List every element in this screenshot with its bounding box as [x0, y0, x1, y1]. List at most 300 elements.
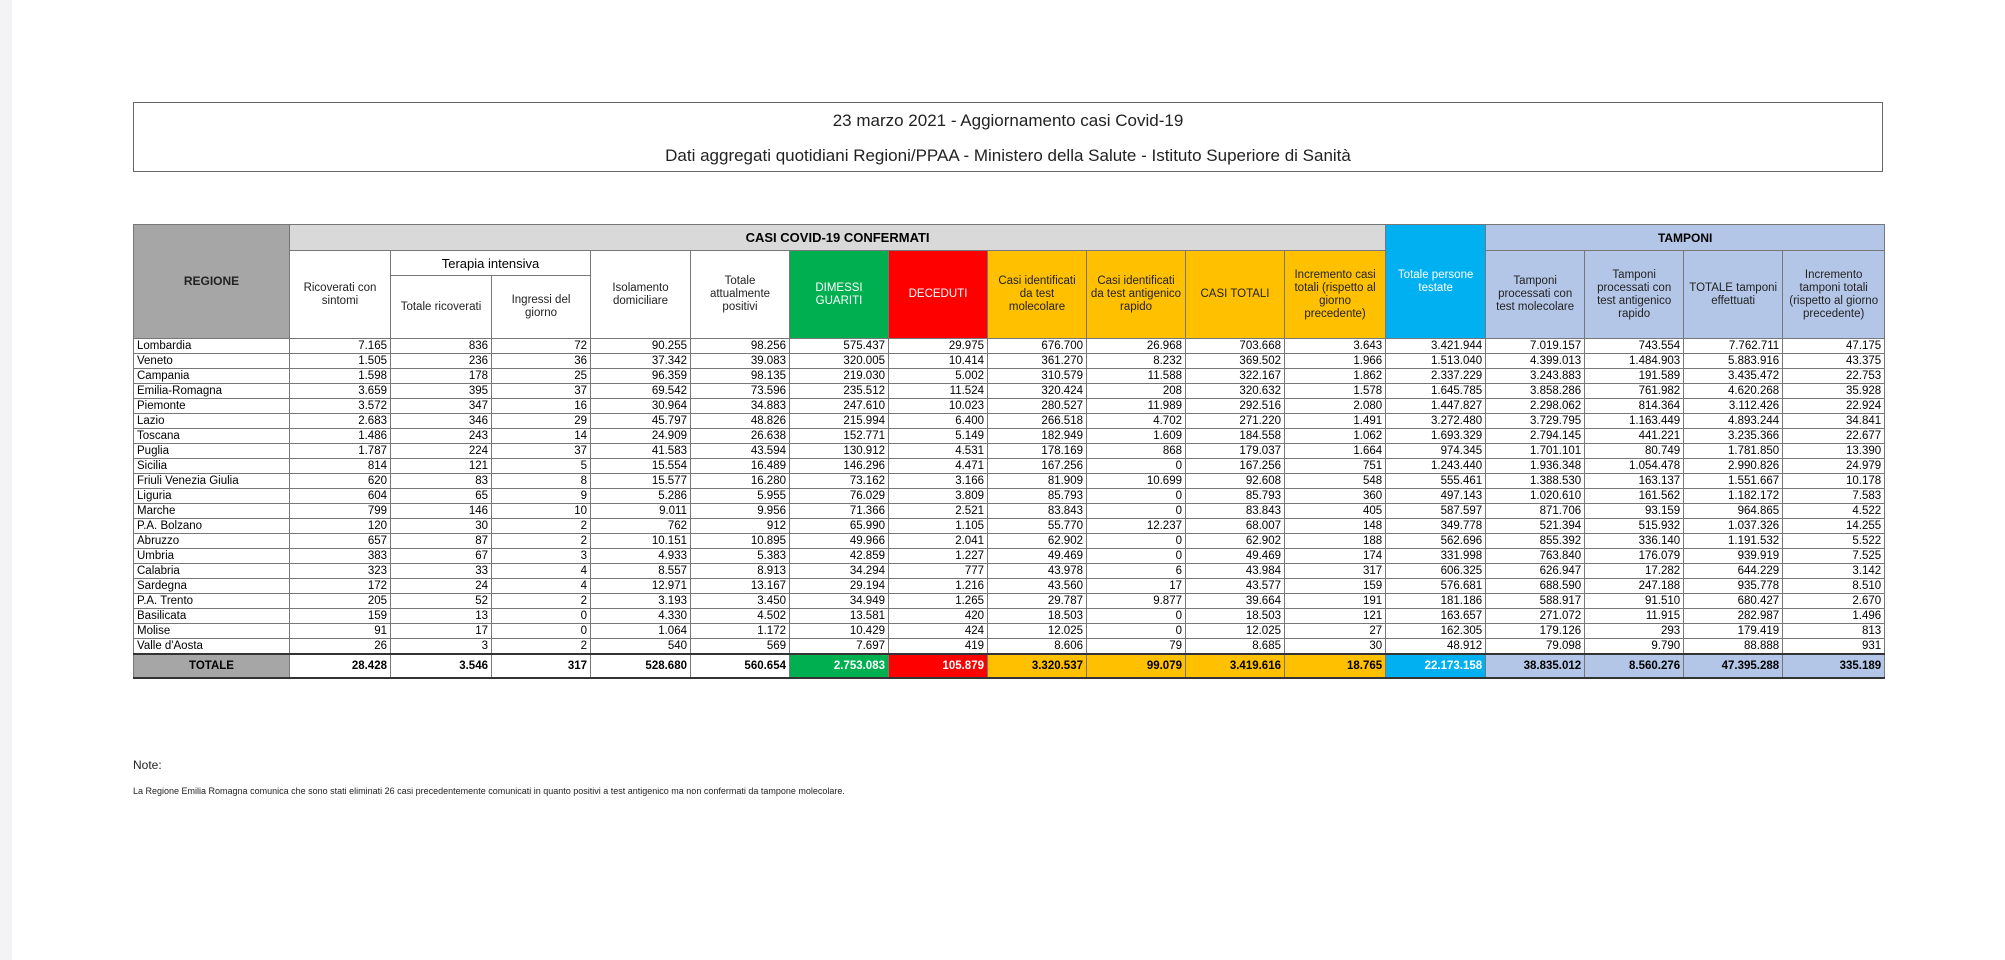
cell-value: 179.126 [1486, 624, 1585, 639]
cell-value: 191 [1285, 594, 1386, 609]
cell-value: 3 [391, 639, 492, 655]
total-value: 47.395.288 [1684, 654, 1783, 678]
cell-value: 395 [391, 384, 492, 399]
cell-value: 1.054.478 [1585, 459, 1684, 474]
cell-value: 8 [492, 474, 591, 489]
cell-value: 5.149 [889, 429, 988, 444]
table-row [134, 414, 1885, 429]
cell-value: 43.984 [1186, 564, 1285, 579]
note-body: La Regione Emilia Romagna comunica che sono stati eliminati 26 casi precedentemente comunicati in quanto positivi a test antigenico ma non confermati da tampone molecolare. [133, 786, 845, 796]
group-tamponi: TAMPONI [1486, 225, 1885, 251]
col-totale-positivi: Totale attualmente positivi [691, 251, 790, 339]
cell-value: 88.888 [1684, 639, 1783, 655]
total-value: 560.654 [691, 654, 790, 678]
cell-value: 130.912 [790, 444, 889, 459]
cell-value: 282.987 [1684, 609, 1783, 624]
cell-value: 30 [1285, 639, 1386, 655]
cell-value: 48.912 [1386, 639, 1486, 655]
cell-value: 361.270 [988, 354, 1087, 369]
cell-value: 1.216 [889, 579, 988, 594]
cell-value: 1.163.449 [1585, 414, 1684, 429]
total-value: 105.879 [889, 654, 988, 678]
cell-value: 5 [492, 459, 591, 474]
cell-value: 13 [391, 609, 492, 624]
cell-value: 163.137 [1585, 474, 1684, 489]
cell-value: 4.531 [889, 444, 988, 459]
cell-value: 349.778 [1386, 519, 1486, 534]
cell-value: 34.883 [691, 399, 790, 414]
region-name: Valle d'Aosta [134, 639, 290, 655]
cell-value: 69.542 [591, 384, 691, 399]
cell-value: 836 [391, 339, 492, 354]
cell-value: 548 [1285, 474, 1386, 489]
cell-value: 34.949 [790, 594, 889, 609]
cell-value: 1.388.530 [1486, 474, 1585, 489]
table-row [134, 639, 1885, 655]
cell-value: 1.486 [290, 429, 391, 444]
cell-value: 208 [1087, 384, 1186, 399]
cell-value: 0 [1087, 549, 1186, 564]
cell-value: 5.883.916 [1684, 354, 1783, 369]
cell-value: 91 [290, 624, 391, 639]
cell-value: 55.770 [988, 519, 1087, 534]
cell-value: 96.359 [591, 369, 691, 384]
cell-value: 146.296 [790, 459, 889, 474]
cell-value: 10 [492, 504, 591, 519]
cell-value: 1.701.101 [1486, 444, 1585, 459]
cell-value: 67 [391, 549, 492, 564]
cell-value: 37 [492, 384, 591, 399]
cell-value: 2.041 [889, 534, 988, 549]
table-row [134, 519, 1885, 534]
total-value: 317 [492, 654, 591, 678]
cell-value: 688.590 [1486, 579, 1585, 594]
cell-value: 43.577 [1186, 579, 1285, 594]
total-value: 3.546 [391, 654, 492, 678]
cell-value: 2 [492, 519, 591, 534]
col-ti-ingressi: Ingressi del giorno [492, 276, 591, 339]
group-header-row [134, 225, 1885, 251]
region-name: Liguria [134, 489, 290, 504]
cell-value: 1.484.903 [1585, 354, 1684, 369]
cell-value: 1.182.172 [1684, 489, 1783, 504]
cell-value: 146 [391, 504, 492, 519]
cell-value: 4.502 [691, 609, 790, 624]
cell-value: 13.167 [691, 579, 790, 594]
col-ricoverati: Ricoverati con sintomi [290, 251, 391, 339]
cell-value: 12.971 [591, 579, 691, 594]
cell-value: 4.330 [591, 609, 691, 624]
region-name: Lombardia [134, 339, 290, 354]
cell-value: 336.140 [1585, 534, 1684, 549]
cell-value: 83.843 [988, 504, 1087, 519]
cell-value: 320.632 [1186, 384, 1285, 399]
cell-value: 813 [1783, 624, 1885, 639]
cell-value: 974.345 [1386, 444, 1486, 459]
cell-value: 871.706 [1486, 504, 1585, 519]
cell-value: 205 [290, 594, 391, 609]
cell-value: 219.030 [790, 369, 889, 384]
cell-value: 29.975 [889, 339, 988, 354]
cell-value: 15.577 [591, 474, 691, 489]
cell-value: 22.753 [1783, 369, 1885, 384]
cell-value: 178.169 [988, 444, 1087, 459]
cell-value: 346 [391, 414, 492, 429]
cell-value: 52 [391, 594, 492, 609]
cell-value: 80.749 [1585, 444, 1684, 459]
cell-value: 540 [591, 639, 691, 655]
cell-value: 317 [1285, 564, 1386, 579]
total-value: 335.189 [1783, 654, 1885, 678]
cell-value: 0 [1087, 459, 1186, 474]
cell-value: 2.794.145 [1486, 429, 1585, 444]
page-margin [0, 0, 12, 960]
col-persone-testate: Totale persone testate [1386, 225, 1486, 339]
cell-value: 73.596 [691, 384, 790, 399]
cell-value: 16.280 [691, 474, 790, 489]
cell-value: 16.489 [691, 459, 790, 474]
cell-value: 762 [591, 519, 691, 534]
cell-value: 761.982 [1585, 384, 1684, 399]
cell-value: 9 [492, 489, 591, 504]
cell-value: 2.080 [1285, 399, 1386, 414]
cell-value: 7.165 [290, 339, 391, 354]
cell-value: 3.659 [290, 384, 391, 399]
cell-value: 1.447.827 [1386, 399, 1486, 414]
cell-value: 71.366 [790, 504, 889, 519]
cell-value: 92.608 [1186, 474, 1285, 489]
region-name: Puglia [134, 444, 290, 459]
cell-value: 163.657 [1386, 609, 1486, 624]
cell-value: 0 [1087, 624, 1186, 639]
cell-value: 799 [290, 504, 391, 519]
cell-value: 1.020.610 [1486, 489, 1585, 504]
cell-value: 1.505 [290, 354, 391, 369]
cell-value: 1.172 [691, 624, 790, 639]
cell-value: 34.294 [790, 564, 889, 579]
cell-value: 575.437 [790, 339, 889, 354]
cell-value: 10.414 [889, 354, 988, 369]
region-name: Sicilia [134, 459, 290, 474]
col-tamponi-totale: TOTALE tamponi effettuati [1684, 251, 1783, 339]
cell-value: 3.421.944 [1386, 339, 1486, 354]
table-row [134, 339, 1885, 354]
cell-value: 39.083 [691, 354, 790, 369]
table-row [134, 444, 1885, 459]
cell-value: 43.375 [1783, 354, 1885, 369]
cell-value: 11.588 [1087, 369, 1186, 384]
cell-value: 18.503 [1186, 609, 1285, 624]
cell-value: 12.237 [1087, 519, 1186, 534]
region-name: Sardegna [134, 579, 290, 594]
cell-value: 167.256 [988, 459, 1087, 474]
cell-value: 814.364 [1585, 399, 1684, 414]
cell-value: 3.858.286 [1486, 384, 1585, 399]
cell-value: 280.527 [988, 399, 1087, 414]
cell-value: 41.583 [591, 444, 691, 459]
cell-value: 626.947 [1486, 564, 1585, 579]
table-row [134, 609, 1885, 624]
total-value: 8.560.276 [1585, 654, 1684, 678]
cell-value: 1.645.785 [1386, 384, 1486, 399]
cell-value: 310.579 [988, 369, 1087, 384]
total-value: 38.835.012 [1486, 654, 1585, 678]
cell-value: 369.502 [1186, 354, 1285, 369]
cell-value: 27 [1285, 624, 1386, 639]
cell-value: 7.583 [1783, 489, 1885, 504]
cell-value: 176.079 [1585, 549, 1684, 564]
cell-value: 5.286 [591, 489, 691, 504]
cell-value: 159 [1285, 579, 1386, 594]
cell-value: 167.256 [1186, 459, 1285, 474]
col-casi-molecolare: Casi identificati da test molecolare [988, 251, 1087, 339]
cell-value: 1.551.667 [1684, 474, 1783, 489]
cell-value: 243 [391, 429, 492, 444]
total-value: 28.428 [290, 654, 391, 678]
cell-value: 1.105 [889, 519, 988, 534]
cell-value: 33 [391, 564, 492, 579]
cell-value: 383 [290, 549, 391, 564]
region-name: Molise [134, 624, 290, 639]
cell-value: 347 [391, 399, 492, 414]
cell-value: 562.696 [1386, 534, 1486, 549]
table-row [134, 489, 1885, 504]
total-label: TOTALE [134, 654, 290, 678]
note-title: Note: [133, 758, 162, 772]
cell-value: 4.522 [1783, 504, 1885, 519]
cell-value: 606.325 [1386, 564, 1486, 579]
region-name: Abruzzo [134, 534, 290, 549]
cell-value: 1.265 [889, 594, 988, 609]
cell-value: 17 [391, 624, 492, 639]
cell-value: 4.620.268 [1684, 384, 1783, 399]
cell-value: 11.524 [889, 384, 988, 399]
table-row [134, 474, 1885, 489]
region-name: Lazio [134, 414, 290, 429]
cell-value: 2 [492, 594, 591, 609]
cell-value: 90.255 [591, 339, 691, 354]
cell-value: 22.677 [1783, 429, 1885, 444]
cell-value: 266.518 [988, 414, 1087, 429]
cell-value: 29.787 [988, 594, 1087, 609]
cell-value: 271.220 [1186, 414, 1285, 429]
total-value: 99.079 [1087, 654, 1186, 678]
cell-value: 7.525 [1783, 549, 1885, 564]
region-name: Veneto [134, 354, 290, 369]
cell-value: 49.469 [988, 549, 1087, 564]
cell-value: 1.781.850 [1684, 444, 1783, 459]
cell-value: 98.256 [691, 339, 790, 354]
cell-value: 29 [492, 414, 591, 429]
cell-value: 2 [492, 534, 591, 549]
region-name: Calabria [134, 564, 290, 579]
cell-value: 763.840 [1486, 549, 1585, 564]
table-row [134, 429, 1885, 444]
cell-value: 7.019.157 [1486, 339, 1585, 354]
table-row [134, 549, 1885, 564]
cell-value: 9.956 [691, 504, 790, 519]
col-deceduti: DECEDUTI [889, 251, 988, 339]
cell-value: 182.949 [988, 429, 1087, 444]
cell-value: 935.778 [1684, 579, 1783, 594]
cell-value: 3.142 [1783, 564, 1885, 579]
table-row [134, 384, 1885, 399]
cell-value: 65 [391, 489, 492, 504]
cell-value: 1.936.348 [1486, 459, 1585, 474]
cell-value: 420 [889, 609, 988, 624]
cell-value: 2.683 [290, 414, 391, 429]
cell-value: 10.895 [691, 534, 790, 549]
cell-value: 4.471 [889, 459, 988, 474]
cell-value: 47.175 [1783, 339, 1885, 354]
cell-value: 7.697 [790, 639, 889, 655]
cell-value: 644.229 [1684, 564, 1783, 579]
cell-value: 9.790 [1585, 639, 1684, 655]
cell-value: 10.429 [790, 624, 889, 639]
cell-value: 5.522 [1783, 534, 1885, 549]
region-name: Umbria [134, 549, 290, 564]
cell-value: 120 [290, 519, 391, 534]
cell-value: 8.232 [1087, 354, 1186, 369]
cell-value: 35.928 [1783, 384, 1885, 399]
cell-value: 24.909 [591, 429, 691, 444]
region-name: Piemonte [134, 399, 290, 414]
cell-value: 1.862 [1285, 369, 1386, 384]
cell-value: 24.979 [1783, 459, 1885, 474]
cell-value: 76.029 [790, 489, 889, 504]
total-value: 3.320.537 [988, 654, 1087, 678]
cell-value: 868 [1087, 444, 1186, 459]
region-name: Basilicata [134, 609, 290, 624]
cell-value: 191.589 [1585, 369, 1684, 384]
cell-value: 10.023 [889, 399, 988, 414]
cell-value: 49.966 [790, 534, 889, 549]
cell-value: 8.510 [1783, 579, 1885, 594]
cell-value: 0 [1087, 609, 1186, 624]
cell-value: 657 [290, 534, 391, 549]
cell-value: 912 [691, 519, 790, 534]
table-row [134, 624, 1885, 639]
cell-value: 2.670 [1783, 594, 1885, 609]
cell-value: 93.159 [1585, 504, 1684, 519]
cell-value: 1.966 [1285, 354, 1386, 369]
col-tamponi-antigenico: Tamponi processati con test antigenico rapido [1585, 251, 1684, 339]
col-incremento-casi: Incremento casi totali (rispetto al giorno precedente) [1285, 251, 1386, 339]
cell-value: 17 [1087, 579, 1186, 594]
cell-value: 3.809 [889, 489, 988, 504]
cell-value: 323 [290, 564, 391, 579]
cell-value: 65.990 [790, 519, 889, 534]
cell-value: 0 [1087, 489, 1186, 504]
cell-value: 777 [889, 564, 988, 579]
cell-value: 62.902 [1186, 534, 1285, 549]
cell-value: 4.702 [1087, 414, 1186, 429]
col-tamponi-molecolare: Tamponi processati con test molecolare [1486, 251, 1585, 339]
cell-value: 43.560 [988, 579, 1087, 594]
cell-value: 3.243.883 [1486, 369, 1585, 384]
cell-value: 179.037 [1186, 444, 1285, 459]
col-incremento-tamponi: Incremento tamponi totali (rispetto al giorno precedente) [1783, 251, 1885, 339]
col-dimessi: DIMESSI GUARITI [790, 251, 889, 339]
cell-value: 405 [1285, 504, 1386, 519]
table-row [134, 399, 1885, 414]
cell-value: 2 [492, 639, 591, 655]
region-name: P.A. Bolzano [134, 519, 290, 534]
cell-value: 1.496 [1783, 609, 1885, 624]
cell-value: 569 [691, 639, 790, 655]
cell-value: 26 [290, 639, 391, 655]
cell-value: 12.025 [1186, 624, 1285, 639]
region-name: Emilia-Romagna [134, 384, 290, 399]
cell-value: 11.915 [1585, 609, 1684, 624]
cell-value: 424 [889, 624, 988, 639]
cell-value: 293 [1585, 624, 1684, 639]
cell-value: 83 [391, 474, 492, 489]
cell-value: 703.668 [1186, 339, 1285, 354]
cell-value: 17.282 [1585, 564, 1684, 579]
cell-value: 26.968 [1087, 339, 1186, 354]
cell-value: 29.194 [790, 579, 889, 594]
cell-value: 43.594 [691, 444, 790, 459]
cell-value: 2.521 [889, 504, 988, 519]
cell-value: 320.424 [988, 384, 1087, 399]
cell-value: 855.392 [1486, 534, 1585, 549]
cell-value: 320.005 [790, 354, 889, 369]
cell-value: 83.843 [1186, 504, 1285, 519]
cell-value: 271.072 [1486, 609, 1585, 624]
cell-value: 1.064 [591, 624, 691, 639]
cell-value: 39.664 [1186, 594, 1285, 609]
cell-value: 620 [290, 474, 391, 489]
cell-value: 4.399.013 [1486, 354, 1585, 369]
cell-value: 2.337.229 [1386, 369, 1486, 384]
table-body [134, 339, 1885, 679]
page-title: 23 marzo 2021 - Aggiornamento casi Covid-19 [832, 111, 1184, 130]
cell-value: 497.143 [1386, 489, 1486, 504]
total-value: 528.680 [591, 654, 691, 678]
cell-value: 3.272.480 [1386, 414, 1486, 429]
cell-value: 292.516 [1186, 399, 1285, 414]
cell-value: 49.469 [1186, 549, 1285, 564]
cell-value: 236 [391, 354, 492, 369]
cell-value: 3.729.795 [1486, 414, 1585, 429]
cell-value: 4.893.244 [1684, 414, 1783, 429]
cell-value: 5.955 [691, 489, 790, 504]
cell-value: 1.191.532 [1684, 534, 1783, 549]
cell-value: 680.427 [1684, 594, 1783, 609]
cell-value: 1.609 [1087, 429, 1186, 444]
cell-value: 22.924 [1783, 399, 1885, 414]
region-name: Marche [134, 504, 290, 519]
cell-value: 1.243.440 [1386, 459, 1486, 474]
cell-value: 8.557 [591, 564, 691, 579]
cell-value: 743.554 [1585, 339, 1684, 354]
cell-value: 814 [290, 459, 391, 474]
cell-value: 1.062 [1285, 429, 1386, 444]
cell-value: 36 [492, 354, 591, 369]
region-name: Friuli Venezia Giulia [134, 474, 290, 489]
total-value: 2.753.083 [790, 654, 889, 678]
cell-value: 85.793 [988, 489, 1087, 504]
cell-value: 98.135 [691, 369, 790, 384]
table-row [134, 354, 1885, 369]
cell-value: 247.188 [1585, 579, 1684, 594]
cell-value: 3.112.426 [1684, 399, 1783, 414]
cell-value: 419 [889, 639, 988, 655]
col-isolamento: Isolamento domiciliare [591, 251, 691, 339]
cell-value: 1.664 [1285, 444, 1386, 459]
cell-value: 587.597 [1386, 504, 1486, 519]
